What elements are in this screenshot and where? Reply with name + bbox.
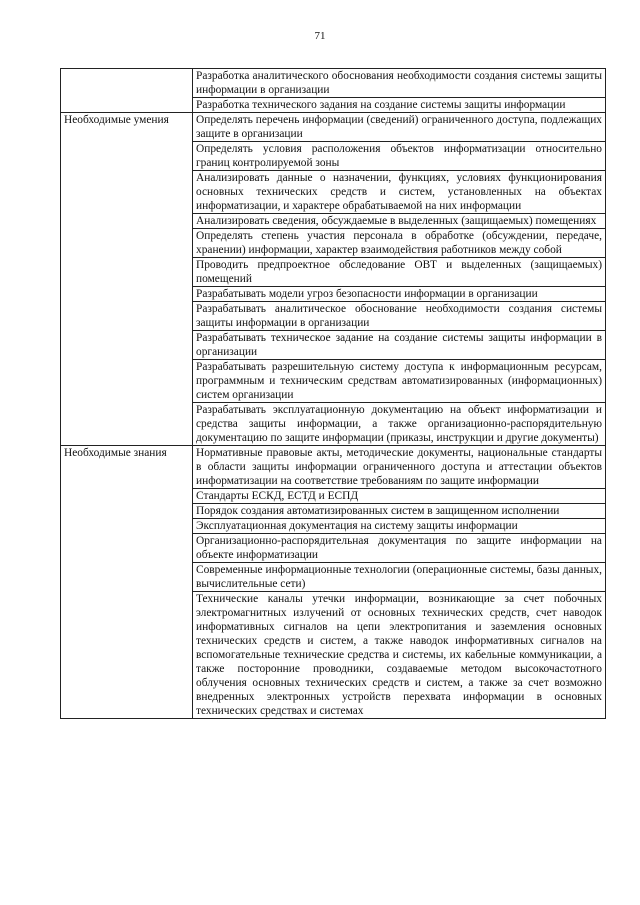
requirement-item: Разрабатывать разрешительную систему доступа к информационным ресурсам, программным и техническим средствам автоматизированных (информационных) систем организации: [193, 360, 606, 403]
requirement-item: Организационно-распорядительная документация по защите информации на объекте информатизации: [193, 534, 606, 563]
requirement-item: Технические каналы утечки информации, возникающие за счет побочных электромагнитных излучений от основных технических средств, счет наводок информативных сигналов на цепи электропитания и заземления основных технических средств и систем, а также наводок информативных сигналов на вспомогательные технические средства и системы, их кабельные коммуникации, а также посторонние проводники, создаваемые методом высокочастотного облучения основных технических средств и систем, а также за счет возможно внедренных электронных устройств перехвата информации в основных технических средствах и системах: [193, 592, 606, 719]
page-number: 71: [314, 30, 326, 42]
requirement-item: Определять условия расположения объектов информатизации относительно границ контролируемой зоны: [193, 142, 606, 171]
requirement-item: Разрабатывать эксплуатационную документацию на объект информатизации и средства защиты информации, а также организационно-распорядительную документацию по защите информации (приказы, инструкции и другие документы): [193, 403, 606, 446]
requirement-item: Проводить предпроектное обследование ОВТ и выделенных (защищаемых) помещений: [193, 258, 606, 287]
requirement-item: Порядок создания автоматизированных систем в защищенном исполнении: [193, 504, 606, 519]
requirement-item: Разрабатывать модели угроз безопасности информации в организации: [193, 287, 606, 302]
requirement-item: Разработка технического задания на создание системы защиты информации: [193, 98, 606, 113]
section-label: Необходимые умения: [61, 113, 193, 446]
requirement-item: Анализировать сведения, обсуждаемые в выделенных (защищаемых) помещениях: [193, 214, 606, 229]
table-row: [61, 69, 606, 98]
requirement-item: Эксплуатационная документация на систему защиты информации: [193, 519, 606, 534]
table-row: [61, 446, 606, 489]
section-label: [61, 69, 193, 113]
requirement-item: Современные информационные технологии (операционные системы, базы данных, вычислительные сети): [193, 563, 606, 592]
requirement-item: Нормативные правовые акты, методические документы, национальные стандарты в области защиты информации ограниченного доступа и аттестации объектов информатизации на соответствие требованиям по защите информации: [193, 446, 606, 489]
requirement-item: Анализировать данные о назначении, функциях, условиях функционирования основных технических средств и систем, установленных на объектах информатизации, и характере обрабатываемой на них информации: [193, 171, 606, 214]
requirement-item: Разработка аналитического обоснования необходимости создания системы защиты информации в организации: [193, 69, 606, 98]
table-row: [61, 113, 606, 142]
requirement-item: Определять перечень информации (сведений) ограниченного доступа, подлежащих защите в организации: [193, 113, 606, 142]
requirement-item: Разрабатывать аналитическое обоснование необходимости создания системы защиты информации в организации: [193, 302, 606, 331]
requirement-item: Разрабатывать техническое задание на создание системы защиты информации в организации: [193, 331, 606, 360]
requirement-item: Стандарты ЕСКД, ЕСТД и ЕСПД: [193, 489, 606, 504]
section-label: Необходимые знания: [61, 446, 193, 719]
requirement-item: Определять степень участия персонала в обработке (обсуждении, передаче, хранении) информации, характер взаимодействия работников между собой: [193, 229, 606, 258]
competency-table: [60, 68, 606, 719]
